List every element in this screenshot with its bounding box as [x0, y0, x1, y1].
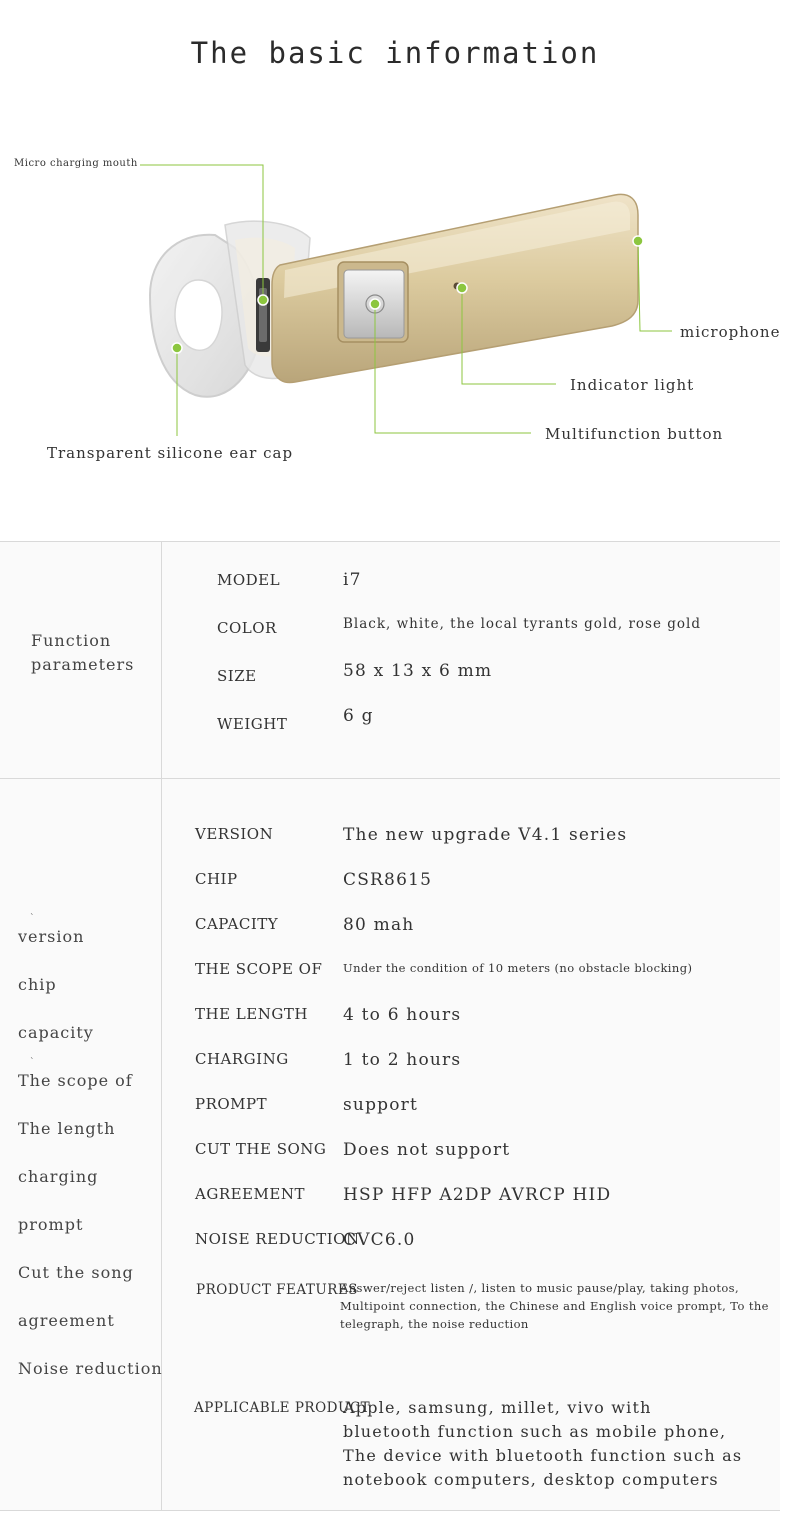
category-prompt: prompt — [18, 1215, 84, 1234]
param-key-color: COLOR — [217, 619, 277, 637]
function-parameters-category: Function parameters — [31, 631, 135, 674]
spec-value-applicable-product: Apple, samsung, millet, vivo with bluetooth function such as mobile phone, The device with bluetooth function such as notebook computers, desktop computers — [343, 1398, 743, 1489]
spec-key-chip: CHIP — [195, 870, 238, 888]
callout-microphone: microphone — [680, 323, 781, 341]
category-chip: chip — [18, 975, 57, 994]
spec-key-scope: THE SCOPE OF — [195, 960, 323, 978]
callout-multifunction-button: Multifunction button — [545, 425, 724, 443]
spec-value-cut-song: Does not support — [343, 1140, 511, 1160]
function-parameters-panel — [0, 541, 780, 779]
category-scope: The scope of — [18, 1071, 133, 1090]
specifications-panel — [0, 778, 780, 1511]
spec-key-prompt: PROMPT — [195, 1095, 268, 1113]
page-title: The basic information — [190, 36, 600, 70]
category-capacity: capacity — [18, 1023, 94, 1042]
spec-value-version: The new upgrade V4.1 series — [343, 825, 628, 845]
param-value-size: 58 x 13 x 6 mm — [343, 661, 493, 681]
spec-key-length: THE LENGTH — [195, 1005, 308, 1023]
decorative-tick: ` — [30, 914, 35, 924]
param-key-weight: WEIGHT — [217, 715, 288, 733]
callout-indicator-light: Indicator light — [570, 376, 695, 394]
spec-key-applicable-product: APPLICABLE PRODUCT — [194, 1400, 371, 1416]
spec-key-agreement: AGREEMENT — [195, 1185, 305, 1203]
category-agreement: agreement — [18, 1311, 115, 1330]
category-noise-reduction: Noise reduction — [18, 1359, 163, 1378]
decorative-tick: ` — [30, 1058, 35, 1068]
spec-key-capacity: CAPACITY — [195, 915, 279, 933]
product-diagram — [0, 120, 790, 520]
category-version: version — [18, 927, 85, 946]
spec-value-agreement: HSP HFP A2DP AVRCP HID — [343, 1185, 612, 1205]
spec-value-chip: CSR8615 — [343, 870, 433, 890]
spec-key-noise-reduction: NOISE REDUCTION — [195, 1230, 360, 1248]
spec-value-scope: Under the condition of 10 meters (no obstacle blocking) — [343, 961, 693, 975]
spec-value-prompt: support — [343, 1095, 419, 1115]
category-length: The length — [18, 1119, 116, 1138]
spec-value-product-features: Answer/reject listen /, listen to music pause/play, taking photos, Multipoint connection, the Chinese and English voice prompt, To the telegraph, the noise reduction — [340, 1281, 769, 1331]
callout-micro-charging-mouth: Micro charging mouth — [14, 158, 138, 169]
param-key-model: MODEL — [217, 571, 281, 589]
spec-key-product-features: PRODUCT FEATURES — [196, 1282, 359, 1298]
spec-key-charging: CHARGING — [195, 1050, 289, 1068]
column-divider — [161, 542, 162, 779]
callout-ear-cap: Transparent silicone ear cap — [47, 444, 294, 462]
category-charging: charging — [18, 1167, 99, 1186]
spec-value-length: 4 to 6 hours — [343, 1005, 462, 1025]
spec-value-noise-reduction: CVC6.0 — [343, 1230, 416, 1250]
category-cut-song: Cut the song — [18, 1263, 134, 1282]
param-key-size: SIZE — [217, 667, 257, 685]
spec-value-capacity: 80 mah — [343, 915, 415, 935]
spec-key-cut-song: CUT THE SONG — [195, 1140, 327, 1158]
param-value-weight: 6 g — [343, 706, 374, 726]
column-divider — [161, 779, 162, 1510]
spec-value-charging: 1 to 2 hours — [343, 1050, 462, 1070]
param-value-model: i7 — [343, 570, 362, 590]
param-value-color: Black, white, the local tyrants gold, rose gold — [343, 616, 701, 632]
spec-key-version: VERSION — [195, 825, 274, 843]
